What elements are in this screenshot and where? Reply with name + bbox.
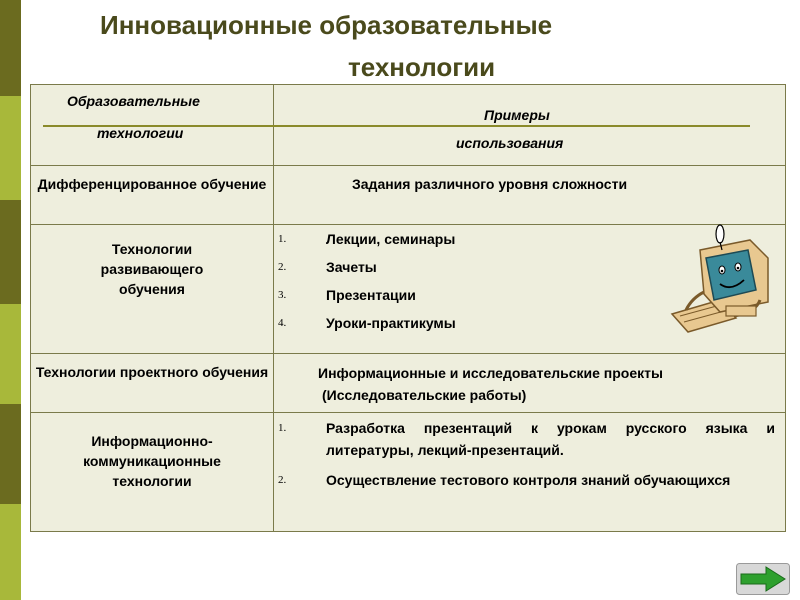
example-line2: (Исследовательские работы) (322, 387, 527, 403)
example-cell (274, 354, 786, 413)
example-list (274, 413, 785, 491)
example-text: Задания различного уровня сложности (352, 176, 628, 192)
list-number: 2. (278, 261, 287, 273)
list-item-text: Разработка презентаций к урокам русского языка и литературы, лекций-презентаций. (326, 420, 775, 458)
next-arrow-icon[interactable] (736, 563, 790, 595)
example-cell (274, 166, 786, 225)
table-row (31, 413, 786, 532)
tech-name: Информационно-коммуникационные технологии (83, 433, 221, 489)
list-number: 1. (278, 422, 287, 434)
list-item-text: Уроки-практикумы (326, 315, 456, 331)
header-col2-line1: Примеры (484, 107, 550, 123)
table-row (31, 354, 786, 413)
slide-title-line2: технологии (348, 52, 496, 82)
list-item (274, 469, 775, 491)
table-header-row (31, 85, 786, 166)
table-row (31, 166, 786, 225)
example-text (274, 354, 785, 406)
list-number: 3. (278, 289, 287, 301)
list-item-text: Зачеты (326, 259, 377, 275)
stripe-segment (0, 404, 21, 504)
left-decorative-stripe (0, 0, 21, 600)
list-item (274, 417, 775, 461)
stripe-segment (0, 504, 21, 600)
tech-cell (31, 413, 274, 532)
list-item-text: Презентации (326, 287, 416, 303)
stripe-segment (0, 304, 21, 404)
list-item-text: Осуществление тестового контроля знаний обучающихся (326, 472, 731, 488)
list-number: 2. (278, 474, 287, 486)
list-number: 4. (278, 317, 287, 329)
tech-cell (31, 166, 274, 225)
tech-name: Дифференцированное обучение (37, 176, 267, 192)
header-cell-technologies (31, 85, 274, 166)
header-underline (274, 125, 750, 127)
list-item-text: Лекции, семинары (326, 231, 456, 247)
header-col1-line1: Образовательные (67, 93, 200, 109)
header-cell-examples (274, 85, 786, 166)
header-col2-line2: использования (456, 135, 564, 151)
example-line1: Информационные и исследовательские проекты (318, 365, 663, 381)
computer-clipart-icon (664, 222, 774, 334)
tech-name: Технологии развивающего обучения (100, 241, 204, 297)
header-col1-line2: технологии (97, 125, 184, 141)
stripe-segment (0, 0, 21, 96)
slide-title-line1: Инновационные образовательные (100, 10, 553, 40)
stripe-segment (0, 96, 21, 200)
stripe-segment (0, 200, 21, 304)
list-number: 1. (278, 233, 287, 245)
tech-cell (31, 354, 274, 413)
tech-cell (31, 225, 274, 354)
example-cell (274, 413, 786, 532)
tech-name: Технологии проектного обучения (35, 364, 269, 380)
